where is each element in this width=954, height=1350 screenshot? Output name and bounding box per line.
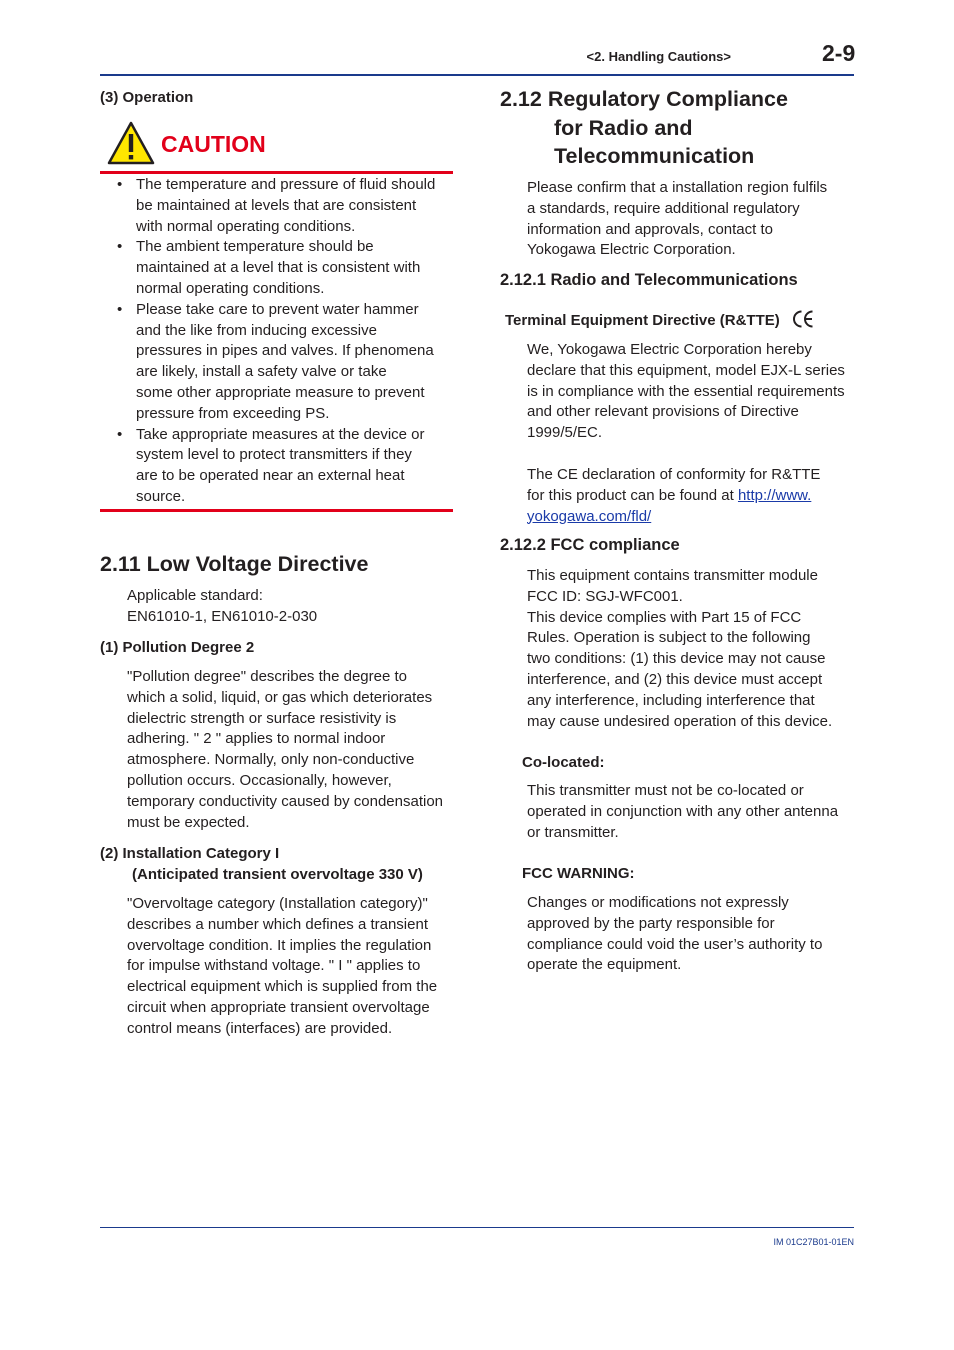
colocated-text: This transmitter must not be co-located or operated in conjunction with any other antenna or transmitter.: [527, 782, 839, 841]
caution-label: CAUTION: [161, 131, 266, 157]
section-title-regulatory: 2.12 Regulatory Compliance for Radio and Telecommunication: [500, 87, 788, 168]
lvd-applicable-standard: Applicable standard: EN61010-1, EN61010-2-030: [127, 587, 318, 625]
header-section-title: <2. Handling Cautions>: [586, 49, 731, 64]
fcc-warning-text: Changes or modifications not expressly approved by the party responsible for compliance could void the user’s authority to operate the equipment.: [527, 894, 823, 974]
caution-top-rule: [100, 171, 453, 174]
subsection-title-radio: 2.12.1 Radio and Telecommunications: [500, 271, 798, 289]
fcc-warning-heading: FCC WARNING:: [522, 865, 635, 882]
section-title-lvd: 2.11 Low Voltage Directive: [100, 552, 369, 576]
ce-declaration-text: The CE declaration of conformity for R&TTE for this product can be found at http://www. yokogawa.com/fld/: [527, 466, 821, 525]
caution-item: • The ambient temperature should be maintained at a level that is consistent with normal operating conditions.: [117, 238, 421, 297]
caution-item: • The temperature and pressure of fluid should be maintained at levels that are consistent with normal operating conditions.: [117, 176, 436, 235]
operation-heading: (3) Operation: [100, 89, 194, 106]
warning-triangle-icon: [107, 121, 155, 165]
colocated-heading: Co-located:: [522, 754, 605, 771]
page-number: 2-9: [822, 40, 856, 66]
yokogawa-url-link-part1[interactable]: http://www.: [737, 486, 812, 504]
caution-list: [112, 175, 452, 508]
ce-mark-icon: [792, 309, 814, 329]
ted-heading: Terminal Equipment Directive (R&TTE): [505, 309, 814, 331]
caution-item: • Please take care to prevent water hammer and the like from inducing excessive pressures in pipes and valves. If phenomena are likely, install a safety valve or take some other appropriate measure to prevent pressure from exceeding PS.: [117, 300, 434, 422]
installation-text: "Overvoltage category (Installation category)" describes a number which defines a transient overvoltage condition. It implies the regulation for impulse withstand voltage. " I " applies to electrical equipment which is supplied from the circuit when appropriate transient overvoltage control means (interfaces) are provided.: [127, 895, 438, 1037]
pollution-heading: (1) Pollution Degree 2: [100, 639, 255, 656]
subsection-title-fcc: 2.12.2 FCC compliance: [500, 536, 680, 554]
footer-rule: [100, 1227, 854, 1228]
rtte-declaration: We, Yokogawa Electric Corporation hereby declare that this equipment, model EJX-L series is in compliance with the essential requirements and other relevant provisions of Directive 1999/5/EC.: [527, 341, 845, 442]
header-rule: [100, 74, 854, 76]
yokogawa-url-link-part2[interactable]: yokogawa.com/fld/: [527, 507, 652, 525]
footer-document-number: IM 01C27B01-01EN: [773, 1237, 854, 1247]
fcc-text: This equipment contains transmitter module FCC ID: SGJ-WFC001. This device complies with Part 15 of FCC Rules. Operation is subject to the following two conditions: (1) this device may not cause interference, and (2) this device must accept any interference, including interference that may cause undesired operation of this device.: [527, 567, 833, 730]
regulatory-intro: Please confirm that a installation region fulfils a standards, require additional regulatory information and approvals, contact to Yokogawa Electric Corporation.: [527, 179, 828, 259]
caution-item: • Take appropriate measures at the device or system level to protect transmitters if they are to be operated near an external heat source.: [117, 425, 425, 505]
caution-bottom-rule: [100, 509, 453, 512]
installation-heading: (2) Installation Category I (Anticipated transient overvoltage 330 V): [100, 845, 423, 883]
pollution-text: "Pollution degree" describes the degree to which a solid, liquid, or gas which deteriorates dielectric strength or surface resistivity is adhering. " 2 " applies to normal indoor atmosphere. Normally, only non-conductive pollution occurs. Occasionally, however, temporary conductivity caused by condensation must be expected.: [127, 668, 444, 831]
